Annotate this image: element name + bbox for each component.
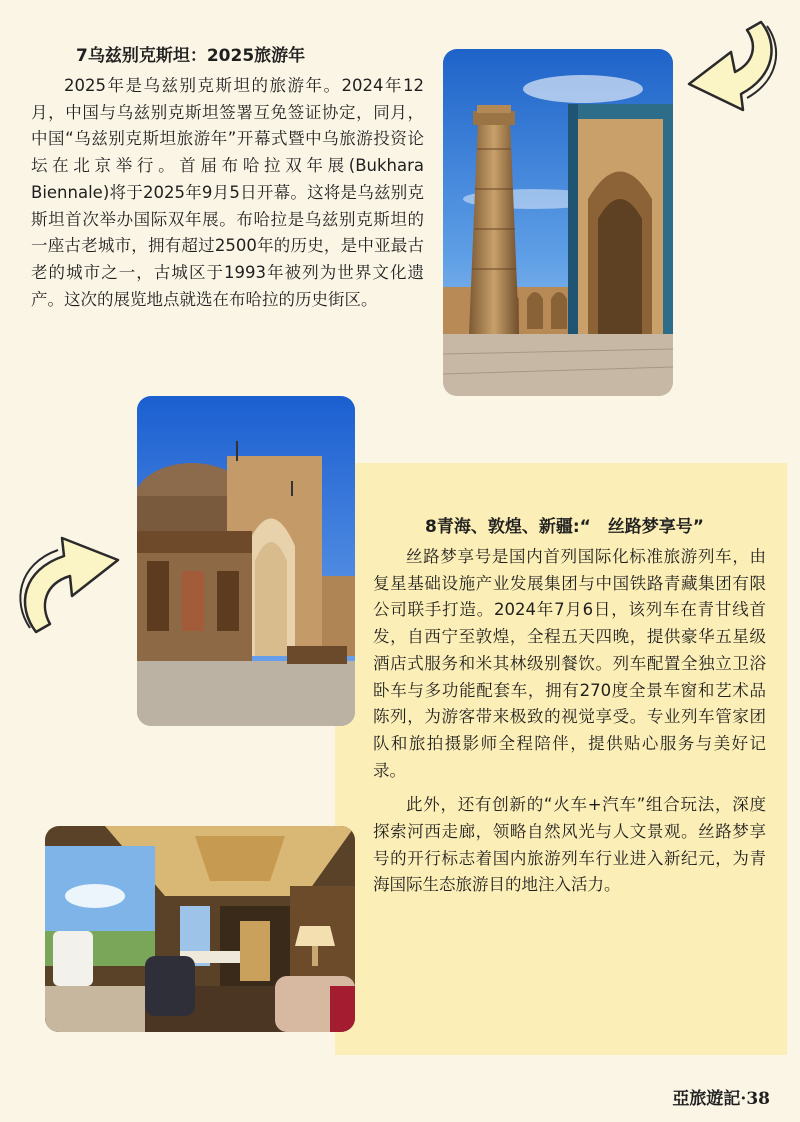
section-1-title: 7乌兹别克斯坦：2025旅游年	[76, 46, 306, 66]
photo-kalon-minaret	[443, 49, 673, 396]
section-1-paragraph: 2025年是乌兹别克斯坦的旅游年。2024年12月，中国与乌兹别克斯坦签署互免签证协定，同月，中国“乌兹别克斯坦旅游年”开幕式暨中乌旅游投资论坛在北京举行。首届布哈拉双年展(Bukhara Biennale)将于2025年9月5日开幕。这将是乌兹别克斯坦首次举办国际双年展。布哈拉是乌兹别克斯坦的一座古老城市，拥有超过2500年的历史，是中亚最古老的城市之一，古城区于1993年被列为世界文化遗产。这次的展览地点就选在布哈拉的历史街区。	[31, 76, 424, 309]
curved-arrow-decoration-left	[14, 520, 124, 638]
section-2	[373, 515, 766, 899]
section-1	[31, 44, 424, 313]
page-number: 38	[746, 1089, 770, 1109]
footer-separator: ·	[740, 1089, 747, 1109]
section-2-paragraph-2: 此外，还有创新的“火车+汽车”组合玩法，深度探索河西走廊，领略自然风光与人文景观。丝路梦享号的开行标志着国内旅游列车行业进入新纪元，为青海国际生态旅游目的地注入活力。	[373, 795, 766, 895]
page-footer	[672, 1084, 770, 1109]
curved-arrow-icon	[14, 520, 124, 638]
section-2-title: 8青海、敦煌、新疆:“ 丝路梦享号”	[425, 517, 704, 537]
section-2-paragraph-1: 丝路梦享号是国内首列国际化标准旅游列车，由复星基础设施产业发展集团与中国铁路青藏集团有限公司联手打造。2024年7月6日，该列车在青甘线首发，自西宁至敦煌，全程五天四晚，提供豪华五星级酒店式服务和米其林级别餐饮。列车配置全独立卫浴卧车与多功能配套车，拥有270度全景车窗和艺术品陈列，为游客带来极致的视觉享受。专业列车管家团队和旅拍摄影师全程陪伴，提供贴心服务与美好记录。	[373, 547, 766, 780]
curved-arrow-decoration-top	[683, 14, 783, 114]
photo-bukhara-bazaar	[137, 396, 355, 726]
photo-train-interior	[45, 826, 355, 1032]
magazine-name: 亞旅遊記	[672, 1089, 741, 1109]
curved-arrow-icon	[683, 14, 783, 114]
